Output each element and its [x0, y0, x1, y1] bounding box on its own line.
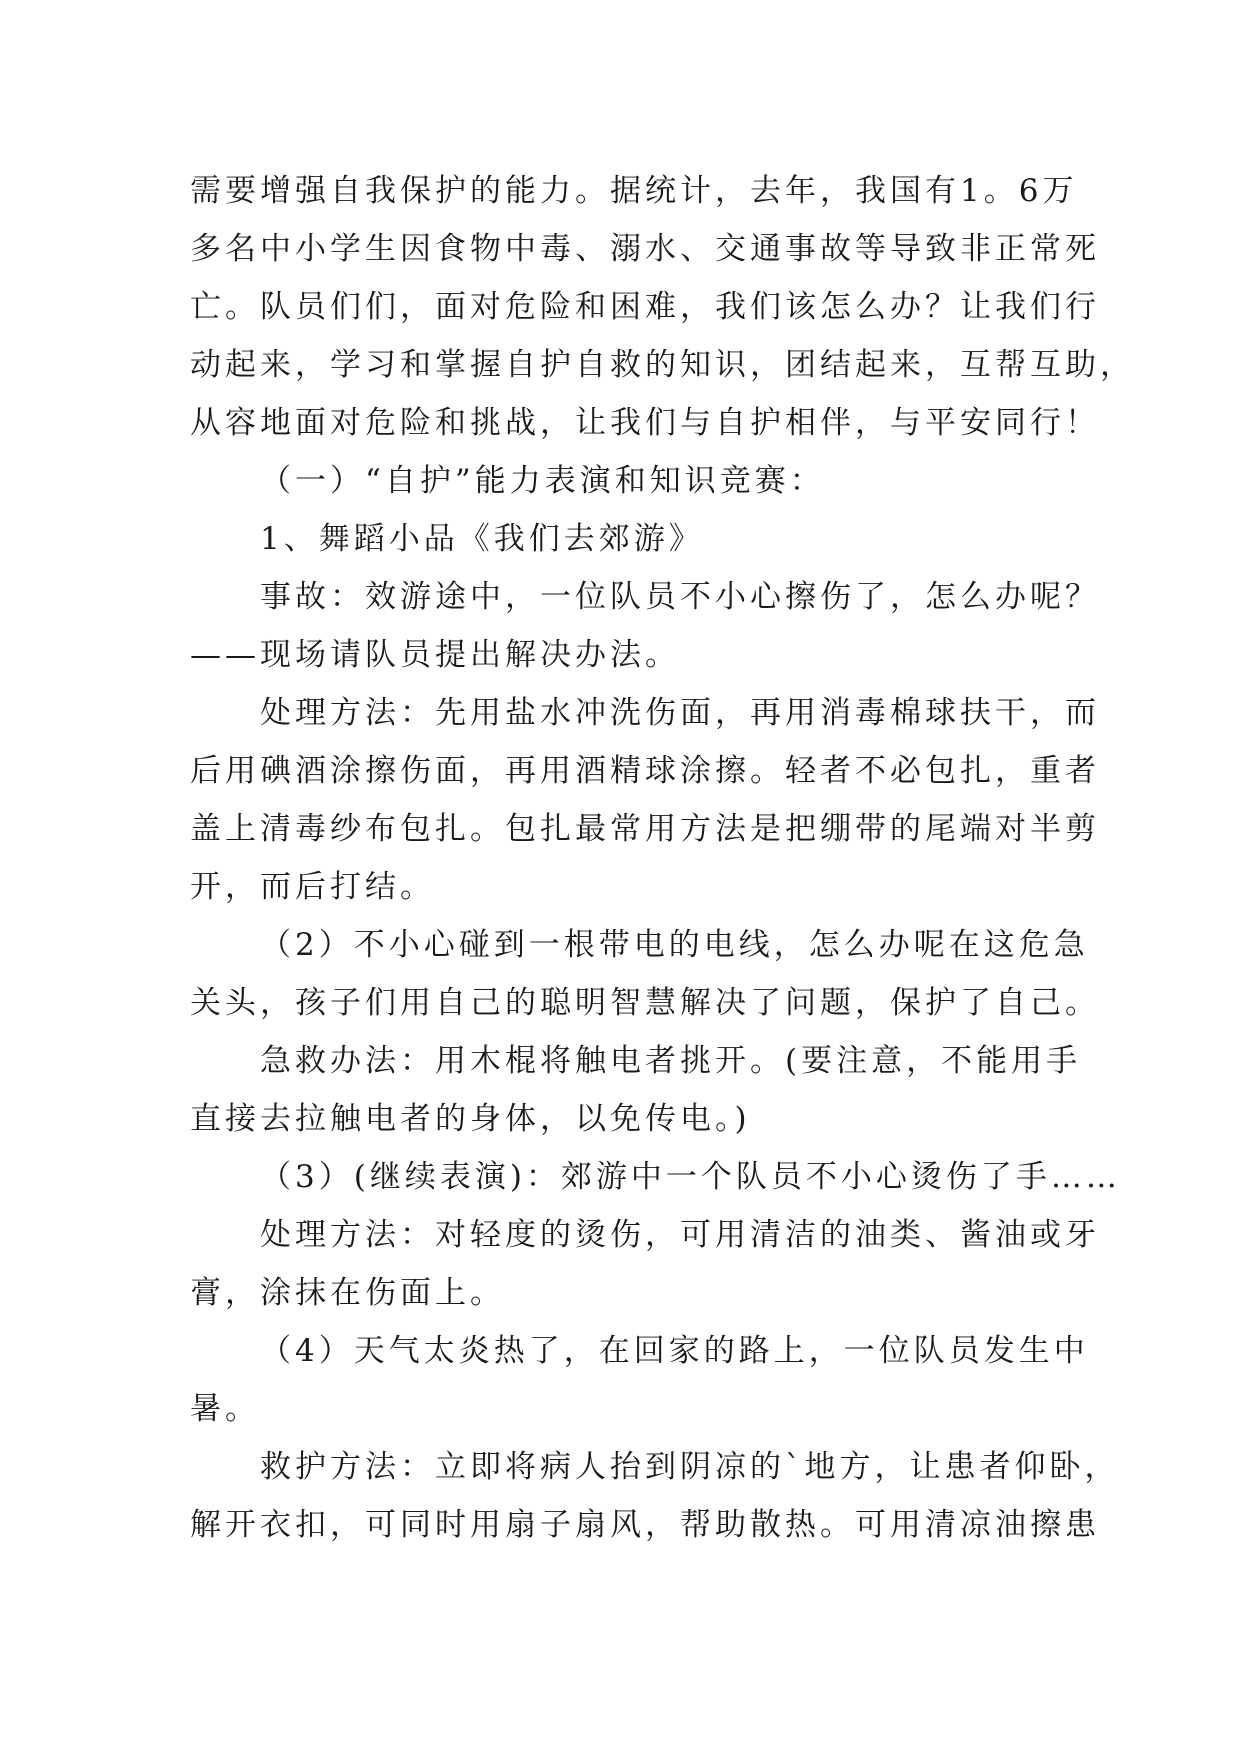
- text-line: 从容地面对危险和挑战，让我们与自护相伴，与平安同行！: [190, 405, 1100, 441]
- text-line: 暑。: [190, 1391, 260, 1427]
- text-line: 膏，涂抹在伤面上。: [190, 1275, 505, 1311]
- text-line: 关头，孩子们用自己的聪明智慧解决了问题，保护了自己。: [190, 985, 1100, 1021]
- text-line: 急救办法：用木棍将触电者挑开。(要注意，不能用手: [260, 1043, 1082, 1079]
- text-line: 盖上清毒纱布包扎。包扎最常用方法是把绷带的尾端对半剪: [190, 811, 1100, 847]
- text-line: 需要增强自我保护的能力。据统计，去年，我国有1。6万: [190, 173, 1078, 209]
- text-line: （3）(继续表演)：郊游中一个队员不小心烫伤了手……: [260, 1159, 1121, 1195]
- text-line: 救护方法：立即将病人抬到阴凉的`地方，让患者仰卧，: [260, 1449, 1120, 1485]
- text-line: （2）不小心碰到一根带电的电线，怎么办呢在这危急: [260, 927, 1089, 963]
- text-line: 多名中小学生因食物中毒、溺水、交通事故等导致非正常死: [190, 231, 1100, 267]
- text-line: 后用碘酒涂擦伤面，再用酒精球涂擦。轻者不必包扎，重者: [190, 753, 1100, 789]
- text-line: 解开衣扣，可同时用扇子扇风，帮助散热。可用清凉油擦患: [190, 1507, 1100, 1543]
- text-line: 处理方法：先用盐水冲洗伤面，再用消毒棉球扶干，而: [260, 695, 1100, 731]
- text-line: 处理方法：对轻度的烫伤，可用清洁的油类、酱油或牙: [260, 1217, 1100, 1253]
- text-line: （4）天气太炎热了，在回家的路上，一位队员发生中: [260, 1333, 1089, 1369]
- text-line: 开，而后打结。: [190, 869, 435, 905]
- text-line: 1、舞蹈小品《我们去郊游》: [260, 521, 704, 557]
- text-line: （一）“自护”能力表演和知识竞赛：: [260, 463, 825, 499]
- document-body: [190, 162, 1135, 1554]
- text-line: ——现场请队员提出解决办法。: [190, 637, 680, 673]
- text-line: 直接去拉触电者的身体，以免传电。): [190, 1101, 751, 1137]
- text-line: 亡。队员们们，面对危险和困难，我们该怎么办？让我们行: [190, 289, 1100, 325]
- text-line: 事故：效游途中，一位队员不小心擦伤了，怎么办呢？: [260, 579, 1100, 615]
- text-line: 动起来，学习和掌握自护自救的知识，团结起来，互帮互助，: [190, 347, 1135, 383]
